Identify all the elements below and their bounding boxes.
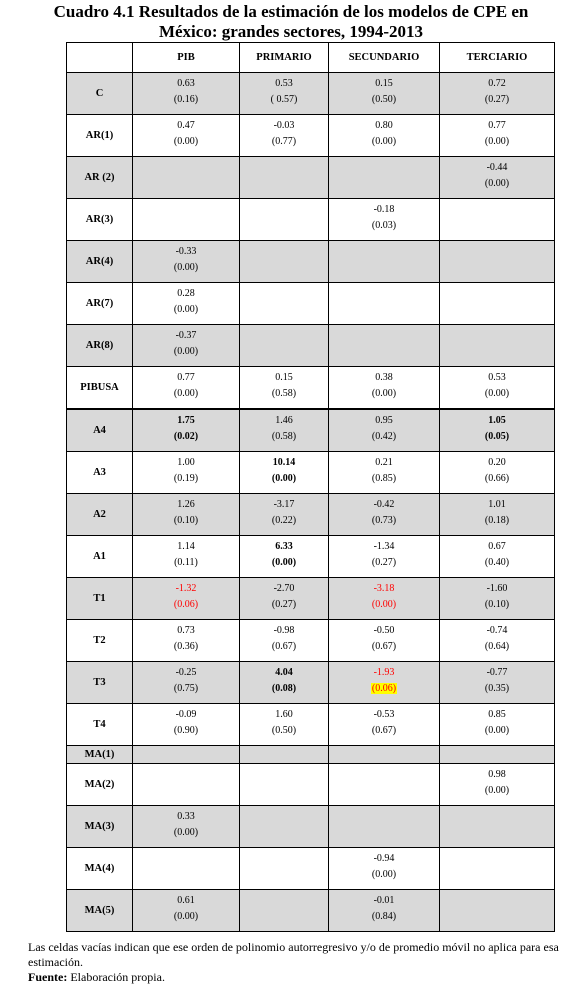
row-label: T3 [67, 662, 133, 704]
row-label: MA(5) [67, 890, 133, 932]
value-cell [329, 578, 440, 620]
row-label: AR(4) [67, 241, 133, 283]
p-value: (0.02) [173, 431, 199, 442]
table-row [67, 704, 555, 746]
value-cell [440, 283, 555, 325]
value-cell [240, 367, 329, 410]
table-row [67, 283, 555, 325]
table-notes [28, 940, 578, 985]
p-value: (0.00) [271, 473, 297, 484]
table-row [67, 452, 555, 494]
p-value: (0.00) [371, 599, 397, 610]
value-cell [240, 157, 329, 199]
source-line [28, 970, 578, 985]
p-value: (0.90) [173, 725, 199, 736]
p-value [329, 681, 439, 697]
value-cell [329, 704, 440, 746]
value-cell [240, 325, 329, 367]
coefficient: 1.01 [488, 499, 506, 510]
value-cell [329, 325, 440, 367]
value-cell [329, 409, 440, 452]
value-cell [440, 199, 555, 241]
table-row [67, 494, 555, 536]
coefficient: -0.37 [175, 330, 197, 341]
p-value: (0.03) [371, 220, 397, 231]
value-cell [329, 536, 440, 578]
value-cell [440, 115, 555, 157]
source-text: Elaboración propia. [67, 970, 165, 984]
coefficient: -3.18 [373, 583, 395, 594]
row-label: C [67, 73, 133, 115]
coefficient: 0.67 [488, 541, 506, 552]
p-value: ( 0.57) [270, 94, 298, 105]
title-line-2: México: grandes sectores, 1994-2013 [158, 22, 424, 41]
value-cell [440, 890, 555, 932]
value-cell [240, 578, 329, 620]
table-row [67, 241, 555, 283]
value-cell [240, 890, 329, 932]
value-cell [329, 283, 440, 325]
empty-cells-note: Las celdas vacías indican que ese orden de polinomio autorregresivo y/o de promedio móvil no aplica para esa estimación. [28, 940, 559, 969]
value-cell [329, 662, 440, 704]
p-value: (0.58) [271, 388, 297, 399]
value-cell [133, 494, 240, 536]
coefficient: 4.04 [275, 667, 293, 678]
value-cell [440, 157, 555, 199]
p-value: (0.27) [371, 557, 397, 568]
value-cell [240, 746, 329, 764]
p-value: (0.64) [484, 641, 510, 652]
value-cell [440, 536, 555, 578]
header-row [67, 43, 555, 73]
row-label: A1 [67, 536, 133, 578]
table-body [67, 73, 555, 932]
value-cell [133, 806, 240, 848]
table-row [67, 806, 555, 848]
value-cell [133, 746, 240, 764]
p-value: (0.00) [173, 827, 199, 838]
coefficient: 1.05 [488, 415, 506, 426]
value-cell [133, 199, 240, 241]
p-value: (0.11) [174, 557, 198, 568]
coefficient: 0.98 [488, 769, 506, 780]
value-cell [329, 494, 440, 536]
value-cell [329, 241, 440, 283]
coefficient: 0.21 [375, 457, 393, 468]
value-cell [240, 283, 329, 325]
table-row [67, 890, 555, 932]
title-line-1: Cuadro 4.1 Resultados de la estimación de los modelos de CPE en [53, 2, 529, 21]
coefficient: -0.53 [373, 709, 395, 720]
coefficient: -0.03 [273, 120, 295, 131]
coefficient: 0.72 [488, 78, 506, 89]
coefficient: -0.94 [373, 853, 395, 864]
value-cell [440, 241, 555, 283]
table-row [67, 536, 555, 578]
table-row [67, 157, 555, 199]
row-label: T2 [67, 620, 133, 662]
coefficient: -2.70 [273, 583, 295, 594]
source-label: Fuente: [28, 970, 68, 984]
row-label: PIBUSA [67, 367, 133, 410]
coefficient: 0.47 [177, 120, 195, 131]
coefficient: 0.80 [375, 120, 393, 131]
p-value: (0.67) [271, 641, 297, 652]
value-cell [240, 452, 329, 494]
row-label: AR(3) [67, 199, 133, 241]
value-cell [240, 662, 329, 704]
value-cell [440, 452, 555, 494]
results-table [66, 42, 555, 932]
value-cell [133, 578, 240, 620]
table-row [67, 367, 555, 410]
p-value: (0.27) [271, 599, 297, 610]
coefficient: 0.95 [375, 415, 393, 426]
value-cell [440, 620, 555, 662]
p-value: (0.75) [173, 683, 199, 694]
coefficient: 1.14 [177, 541, 195, 552]
coefficient: 0.15 [275, 372, 293, 383]
coefficient: -0.74 [486, 625, 508, 636]
row-label: MA(1) [67, 746, 133, 764]
coefficient: -0.98 [273, 625, 295, 636]
value-cell [329, 746, 440, 764]
p-value: (0.00) [371, 136, 397, 147]
coefficient: 1.60 [275, 709, 293, 720]
value-cell [240, 494, 329, 536]
coefficient: 0.38 [375, 372, 393, 383]
row-label: MA(4) [67, 848, 133, 890]
coefficient: 0.85 [488, 709, 506, 720]
coefficient: -0.77 [486, 667, 508, 678]
table-title [0, 2, 582, 42]
value-cell [133, 764, 240, 806]
row-label: A3 [67, 452, 133, 494]
coefficient: 0.33 [177, 811, 195, 822]
p-value: (0.18) [484, 515, 510, 526]
coefficient: 10.14 [272, 457, 296, 468]
coefficient: 0.28 [177, 288, 195, 299]
p-value: (0.50) [271, 725, 297, 736]
table-row [67, 325, 555, 367]
p-value: (0.00) [173, 388, 199, 399]
p-value: (0.73) [371, 515, 397, 526]
row-label: MA(2) [67, 764, 133, 806]
coefficient: 0.53 [488, 372, 506, 383]
value-cell [133, 241, 240, 283]
p-value: (0.84) [371, 911, 397, 922]
p-value: (0.00) [173, 262, 199, 273]
row-label: A4 [67, 409, 133, 452]
value-cell [440, 848, 555, 890]
value-cell [329, 806, 440, 848]
coefficient: -1.60 [486, 583, 508, 594]
p-value: (0.77) [271, 136, 297, 147]
p-value: (0.10) [173, 515, 199, 526]
row-label: AR(1) [67, 115, 133, 157]
table-row [67, 578, 555, 620]
value-cell [133, 409, 240, 452]
coefficient: 6.33 [275, 541, 293, 552]
p-value: (0.35) [484, 683, 510, 694]
value-cell [133, 325, 240, 367]
row-label: AR (2) [67, 157, 133, 199]
table-row [67, 115, 555, 157]
p-value: (0.00) [484, 136, 510, 147]
coefficient: 1.46 [275, 415, 293, 426]
p-value: (0.00) [371, 388, 397, 399]
value-cell [240, 241, 329, 283]
coefficient: 1.75 [177, 415, 195, 426]
value-cell [133, 367, 240, 410]
coefficient: 0.77 [177, 372, 195, 383]
value-cell [240, 806, 329, 848]
coefficient: 0.63 [177, 78, 195, 89]
value-cell [329, 115, 440, 157]
coefficient: -0.18 [373, 204, 395, 215]
coefficient: -1.32 [175, 583, 197, 594]
value-cell [440, 578, 555, 620]
p-value: (0.16) [173, 94, 199, 105]
header-cell [67, 43, 133, 73]
p-value: (0.58) [271, 431, 297, 442]
p-value: (0.67) [371, 725, 397, 736]
coefficient: 0.61 [177, 895, 195, 906]
value-cell [329, 73, 440, 115]
table-row [67, 764, 555, 806]
p-value: (0.10) [484, 599, 510, 610]
coefficient: 1.26 [177, 499, 195, 510]
row-label: AR(7) [67, 283, 133, 325]
header-cell: TERCIARIO [440, 43, 555, 73]
coefficient: -0.09 [175, 709, 197, 720]
p-value: (0.00) [173, 911, 199, 922]
p-value: (0.66) [484, 473, 510, 484]
p-value: (0.00) [484, 388, 510, 399]
row-label: A2 [67, 494, 133, 536]
value-cell [240, 199, 329, 241]
value-cell [133, 452, 240, 494]
value-cell [329, 764, 440, 806]
header-cell: PRIMARIO [240, 43, 329, 73]
value-cell [440, 746, 555, 764]
coefficient: 0.15 [375, 78, 393, 89]
value-cell [133, 157, 240, 199]
p-value: (0.00) [484, 725, 510, 736]
table-row [67, 746, 555, 764]
p-value: (0.00) [484, 785, 510, 796]
value-cell [240, 536, 329, 578]
row-label: AR(8) [67, 325, 133, 367]
p-value: (0.42) [371, 431, 397, 442]
coefficient: 0.73 [177, 625, 195, 636]
value-cell [440, 409, 555, 452]
value-cell [133, 848, 240, 890]
header-cell: PIB [133, 43, 240, 73]
value-cell [133, 536, 240, 578]
highlighted-p-value: (0.06) [371, 683, 397, 694]
p-value: (0.00) [271, 557, 297, 568]
coefficient: -1.93 [373, 667, 395, 678]
value-cell [133, 283, 240, 325]
p-value: (0.19) [173, 473, 199, 484]
row-label: MA(3) [67, 806, 133, 848]
p-value: (0.40) [484, 557, 510, 568]
value-cell [329, 367, 440, 410]
value-cell [240, 115, 329, 157]
table-row [67, 662, 555, 704]
p-value: (0.67) [371, 641, 397, 652]
value-cell [440, 367, 555, 410]
value-cell [440, 806, 555, 848]
coefficient: -1.34 [373, 541, 395, 552]
p-value: (0.27) [484, 94, 510, 105]
table-row [67, 409, 555, 452]
coefficient: -0.33 [175, 246, 197, 257]
p-value: (0.36) [173, 641, 199, 652]
value-cell [240, 73, 329, 115]
value-cell [329, 452, 440, 494]
p-value: (0.22) [271, 515, 297, 526]
coefficient: -0.25 [175, 667, 197, 678]
value-cell [440, 704, 555, 746]
p-value: (0.08) [271, 683, 297, 694]
value-cell [240, 409, 329, 452]
value-cell [440, 73, 555, 115]
value-cell [440, 764, 555, 806]
table-row [67, 848, 555, 890]
p-value: (0.50) [371, 94, 397, 105]
value-cell [329, 199, 440, 241]
table-row [67, 73, 555, 115]
coefficient: -0.42 [373, 499, 395, 510]
p-value: (0.85) [371, 473, 397, 484]
value-cell [240, 764, 329, 806]
value-cell [133, 115, 240, 157]
value-cell [240, 704, 329, 746]
p-value: (0.00) [371, 869, 397, 880]
value-cell [329, 620, 440, 662]
p-value: (0.05) [484, 431, 510, 442]
value-cell [329, 848, 440, 890]
value-cell [133, 620, 240, 662]
value-cell [133, 704, 240, 746]
p-value: (0.00) [173, 304, 199, 315]
value-cell [240, 620, 329, 662]
coefficient: 0.20 [488, 457, 506, 468]
row-label: T4 [67, 704, 133, 746]
value-cell [133, 73, 240, 115]
coefficient: 0.53 [275, 78, 293, 89]
coefficient: 0.77 [488, 120, 506, 131]
table-row [67, 620, 555, 662]
p-value: (0.00) [173, 346, 199, 357]
value-cell [329, 890, 440, 932]
coefficient: 1.00 [177, 457, 195, 468]
value-cell [240, 848, 329, 890]
coefficient: -3.17 [273, 499, 295, 510]
p-value: (0.00) [484, 178, 510, 189]
coefficient: -0.01 [373, 895, 395, 906]
value-cell [133, 662, 240, 704]
header-cell: SECUNDARIO [329, 43, 440, 73]
value-cell [440, 494, 555, 536]
value-cell [133, 890, 240, 932]
coefficient: -0.50 [373, 625, 395, 636]
value-cell [329, 157, 440, 199]
value-cell [440, 325, 555, 367]
table-row [67, 199, 555, 241]
value-cell [440, 662, 555, 704]
p-value: (0.06) [173, 599, 199, 610]
row-label: T1 [67, 578, 133, 620]
coefficient: -0.44 [486, 162, 508, 173]
p-value: (0.00) [173, 136, 199, 147]
